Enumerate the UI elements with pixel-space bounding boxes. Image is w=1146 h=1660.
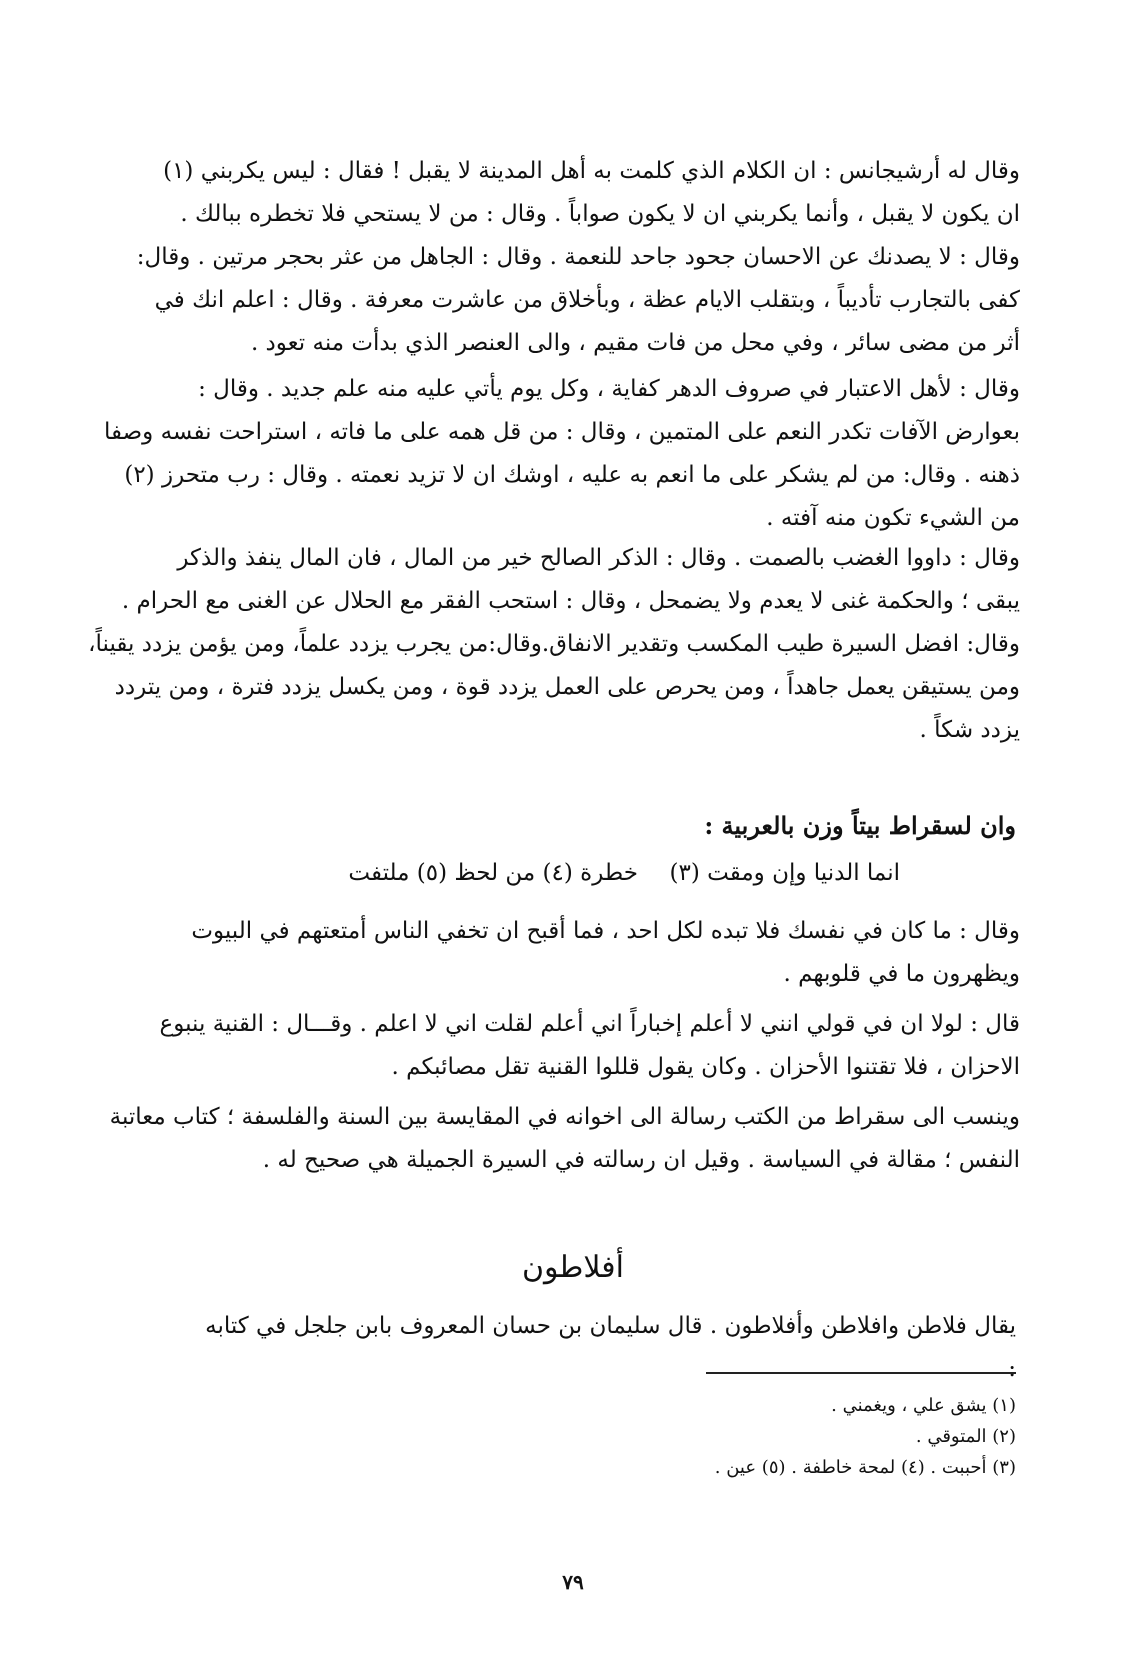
- text-line: ان يكون لا يقبل ، وأنما يكربني ان لا يكون صواباً . وقال : من لا يستحي فلا تخطره ببالك .: [180, 201, 1020, 227]
- text-line: ويظهرون ما في قلوبهم .: [783, 961, 1020, 987]
- footnote: (٢) المتوقي .: [915, 1426, 1016, 1447]
- paragraph-5: [150, 1003, 1020, 1089]
- verse-line: [290, 853, 900, 893]
- text-line: يزدد شكاً .: [919, 717, 1020, 743]
- text-line: يبقى ؛ والحكمة غنى لا يعدم ولا يضمحل ، وقال : استحب الفقر مع الحلال عن الغنى مع الحرام .: [121, 588, 1020, 614]
- paragraph-2: [104, 368, 1020, 540]
- text-line: أثر من مضى سائر ، وفي محل من فات مقيم ، والى العنصر الذي بدأت منه تعود .: [250, 330, 1020, 356]
- verse-heading: وان لسقراط بيتاً وزن بالعربية :: [704, 811, 1016, 840]
- footnote: (١) يشق علي ، ويغمني .: [831, 1395, 1016, 1416]
- text-line: الاحزان ، فلا تقتنوا الأحزان . وكان يقول قللوا القنية تقل مصائبكم .: [391, 1054, 1020, 1080]
- footnote: (٣) أحببت . (٤) لمحة خاطفة . (٥) عين .: [714, 1457, 1016, 1478]
- text-line: ومن يستيقن يعمل جاهداً ، ومن يحرص على العمل يزدد قوة ، ومن يكسل يزدد فترة ، ومن يتردد: [114, 674, 1020, 700]
- text-line: من الشيء تكون منه آفته .: [766, 505, 1020, 531]
- paragraph-3: [88, 537, 1020, 752]
- paragraph-6: [109, 1096, 1020, 1182]
- verse-hemistich-2: خطرة (٤) من لحظ (٥) ملتفت: [348, 860, 638, 886]
- text-line: وقال : داووا الغضب بالصمت . وقال : الذكر الصالح خير من المال ، فان المال ينفذ والذكر: [177, 545, 1020, 571]
- footnotes: [516, 1390, 1016, 1483]
- text-line: وينسب الى سقراط من الكتب رسالة الى اخوانه في المقايسة بين السنة والفلسفة ؛ كتاب معاتبة: [109, 1104, 1020, 1130]
- paragraph-1: [136, 150, 1020, 365]
- section-intro: يقال فلاطن وافلاطن وأفلاطون . قال سليمان بن حسان المعروف بابن جلجل في كتابه :: [205, 1313, 1016, 1382]
- page-number: ٧٩: [562, 1570, 584, 1594]
- text-line: ذهنه . وقال: من لم يشكر على ما انعم به عليه ، اوشك ان لا تزيد نعمته . وقال : رب متحرز (٢): [124, 462, 1020, 488]
- text-line: كفى بالتجارب تأديباً ، وبتقلب الايام عظة ، وبأخلاق من عاشرت معرفة . وقال : اعلم انك في: [154, 287, 1020, 313]
- footnote-divider: [706, 1372, 1016, 1374]
- paragraph-4: [150, 910, 1020, 996]
- text-line: بعوارض الآفات تكدر النعم على المتمين ، وقال : من قل همه على ما فاته ، استراحت نفسه وصفا: [104, 419, 1020, 445]
- text-line: النفس ؛ مقالة في السياسة . وقيل ان رسالته في السيرة الجميلة هي صحيح له .: [262, 1147, 1020, 1173]
- verse-hemistich-1: انما الدنيا وإن ومقت (٣): [669, 860, 900, 886]
- section-title: أفلاطون: [522, 1250, 624, 1285]
- text-line: وقال : ما كان في نفسك فلا تبده لكل احد ، فما أقبح ان تخفي الناس أمتعتهم في البيوت: [191, 918, 1020, 944]
- text-line: قال : لولا ان في قولي انني لا أعلم إخباراً اني أعلم لقلت اني لا اعلم . وقـــال : القنية ينبوع: [159, 1011, 1020, 1037]
- text-line: وقال: افضل السيرة طيب المكسب وتقدير الانفاق.وقال:من يجرب يزدد علماً، ومن يؤمن يزدد يقيناً،: [88, 631, 1020, 657]
- text-line: وقال : لا يصدنك عن الاحسان جحود جاحد للنعمة . وقال : الجاهل من عثر بحجر مرتين . وقال:: [136, 244, 1020, 270]
- text-line: وقال : لأهل الاعتبار في صروف الدهر كفاية ، وكل يوم يأتي عليه منه علم جديد . وقال :: [198, 376, 1020, 402]
- text-line: وقال له أرشيجانس : ان الكلام الذي كلمت به أهل المدينة لا يقبل ! فقال : ليس يكربني (١): [163, 158, 1020, 184]
